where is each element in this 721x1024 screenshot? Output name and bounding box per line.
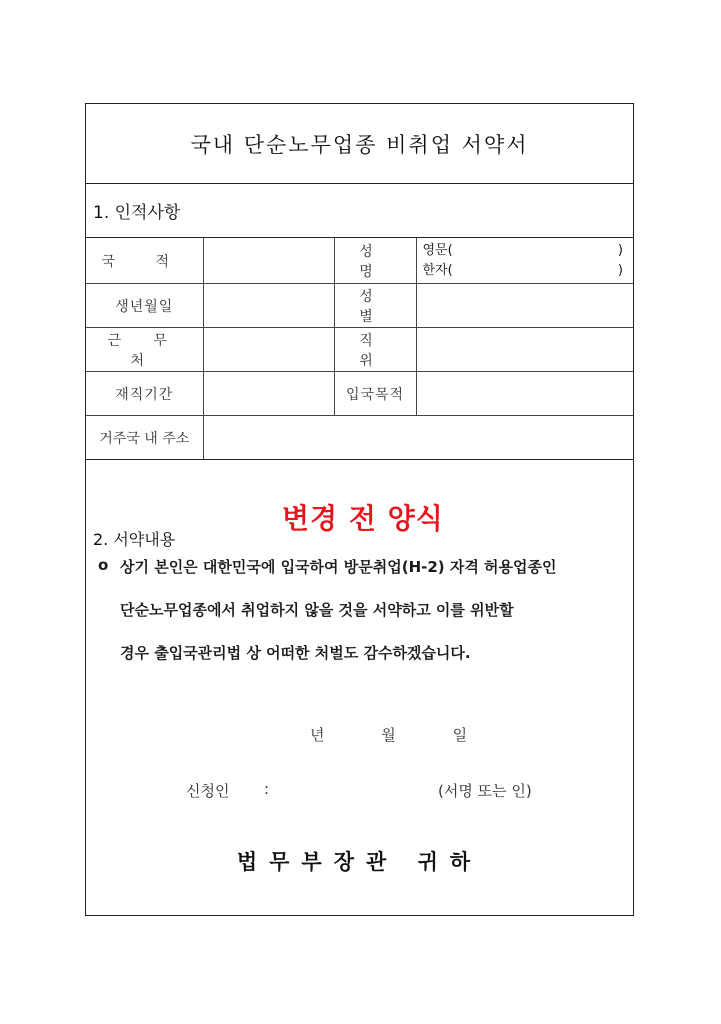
position-field[interactable] <box>416 328 633 372</box>
workplace-field[interactable] <box>203 328 334 372</box>
nationality-field[interactable] <box>203 238 334 284</box>
bullet-icon: o <box>98 556 109 574</box>
workplace-label: 근 무 처 <box>86 328 203 372</box>
date-month: 월 <box>381 726 396 744</box>
position-label: 직 위 <box>334 328 416 372</box>
gender-field[interactable] <box>416 284 633 328</box>
nationality-label: 국 적 <box>86 238 203 284</box>
table-row <box>86 328 633 372</box>
pledge-line-1: 상기 본인은 대한민국에 입국하여 방문취업(H-2) 자격 허용업종인 <box>120 558 557 576</box>
name-hanja-label: 한자( <box>422 262 453 278</box>
date-year: 년 <box>310 726 325 744</box>
table-row <box>86 372 633 416</box>
date-line <box>310 724 519 745</box>
name-hanja-line <box>423 261 634 281</box>
name-field[interactable] <box>416 238 633 284</box>
birthdate-field[interactable] <box>203 284 334 328</box>
pledge-line-3: 경우 출입국관리법 상 어떠한 처벌도 감수하겠습니다. <box>120 644 471 662</box>
employment-period-label: 재직기간 <box>86 372 203 416</box>
personal-info-table <box>86 238 633 460</box>
birthdate-label: 생년월일 <box>86 284 203 328</box>
table-row <box>86 238 633 284</box>
name-label: 성 명 <box>334 238 416 284</box>
employment-period-field[interactable] <box>203 372 334 416</box>
pledge-form <box>85 103 634 916</box>
home-address-label: 거주국 내 주소 <box>86 416 203 460</box>
applicant-label: 신청인 <box>186 782 230 800</box>
entry-purpose-field[interactable] <box>416 372 633 416</box>
applicant-colon: : <box>264 780 270 798</box>
name-english-label: 영문( <box>422 242 453 258</box>
addressee: 법무부장관 귀하 <box>236 850 483 874</box>
name-english-line <box>423 241 634 261</box>
old-form-stamp: 변경 전 양식 <box>282 502 444 535</box>
table-row <box>86 416 633 460</box>
name-english-close: ) <box>617 242 623 258</box>
form-title: 국내 단순노무업종 비취업 서약서 <box>86 104 633 184</box>
signature-hint: (서명 또는 인) <box>438 782 532 800</box>
entry-purpose-label: 입국목적 <box>334 372 416 416</box>
name-hanja-close: ) <box>617 262 623 278</box>
table-row <box>86 284 633 328</box>
section1-heading: 1. 인적사항 <box>86 183 633 238</box>
gender-label: 성 별 <box>334 284 416 328</box>
pledge-line-2: 단순노무업종에서 취업하지 않을 것을 서약하고 이를 위반할 <box>120 601 514 619</box>
applicant-line <box>186 780 566 801</box>
date-day: 일 <box>452 726 468 744</box>
section2-heading: 2. 서약내용 <box>93 530 176 549</box>
home-address-field[interactable] <box>203 416 633 460</box>
